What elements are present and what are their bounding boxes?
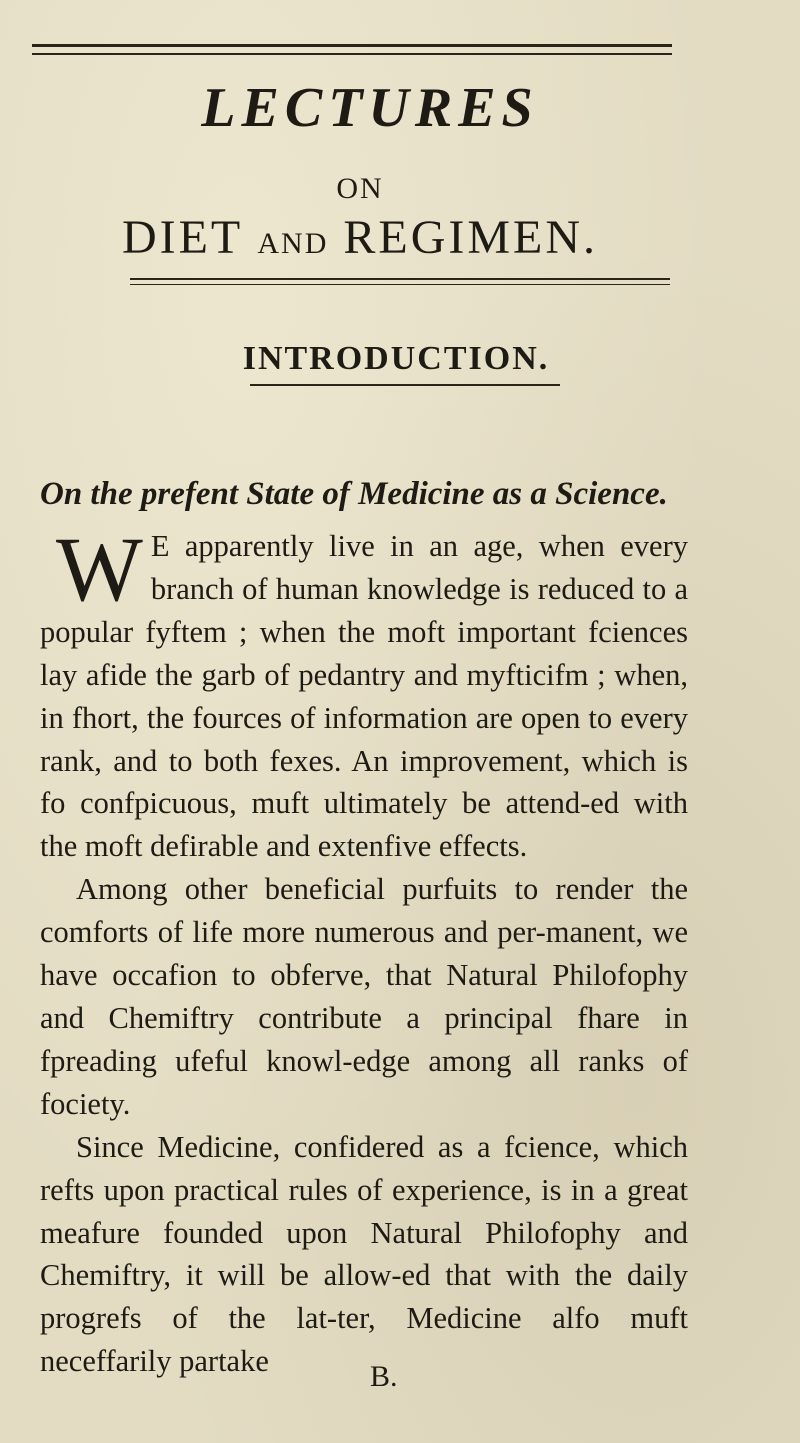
drop-cap: W — [56, 518, 143, 620]
book-subject — [0, 210, 760, 265]
section-heading-rule — [250, 384, 560, 386]
top-double-rule-upper — [32, 44, 672, 47]
paragraph-1 — [40, 518, 688, 868]
paragraph-3: Since Medicine, confidered as a fcience, which refts upon practical rules of experience, is in a great meafure founded upon Natural Philofophy and Chemiftry, it will be allow-ed that with the daily progrefs of the lat-ter, Medicine alfo muft neceffarily partake — [40, 1129, 688, 1379]
paragraph-2: Among other beneficial purfuits to render the comforts of life more numerous and per-manent, we have occafion to obferve, that Natural Philofophy and Chemiftry contribute a principal fhare in fpreading ufeful knowl-edge among all ranks of fociety. — [40, 872, 688, 1121]
mid-double-rule-lower — [130, 284, 670, 285]
section-heading: INTRODUCTION. — [242, 340, 550, 377]
signature-mark: B. — [370, 1360, 398, 1393]
section-subtitle: On the prefent State of Medicine as a Science. — [40, 476, 668, 512]
subject-and: AND — [257, 227, 329, 260]
title-connector: ON — [336, 172, 384, 205]
book-title: LECTURES — [201, 77, 539, 139]
paragraph-1-text: E apparently live in an age, when every branch of human knowledge is reduced to a popular fyftem ; when the moft important fciences lay afide the garb of pedantry and myfticifm ; when, in fhort, the fources of information are open to every rank, and to both fexes. An improvement, which is fo confpicuous, muft ultimately be attend-ed with the moft defirable and extenfive effects. — [40, 529, 688, 864]
body-text — [40, 518, 688, 1383]
subject-part2: REGIMEN. — [343, 211, 599, 264]
subject-part1: DIET — [121, 211, 243, 264]
mid-double-rule-upper — [130, 278, 670, 280]
top-double-rule-lower — [32, 53, 672, 55]
